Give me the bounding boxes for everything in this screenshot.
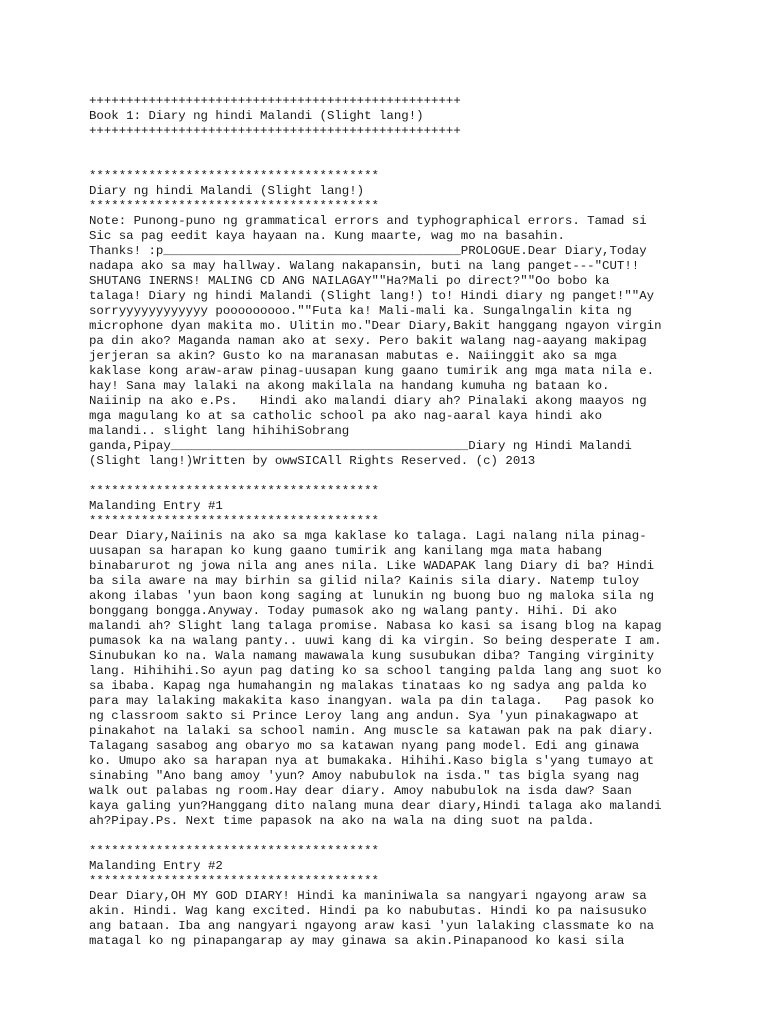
- section-body: [89, 889, 749, 949]
- text-line: sa ibaba. Kapag nga humahangin ng malakas tinataas ko ng sadya ang palda ko: [89, 679, 647, 693]
- text-line: akin. Hindi. Wag kang excited. Hindi pa ko nabubutas. Hindi ko pa naisusuko: [89, 904, 647, 918]
- text-line: ba sila aware na may birhin sa gilid nila? Kainis sila diary. Natemp tuloy: [89, 574, 640, 588]
- book-title: Book 1: Diary ng hindi Malandi (Slight lang!): [89, 109, 424, 123]
- text-line: Naiinip na ako e.Ps. Hindi ako malandi diary ah? Pinalaki akong maayos ng: [89, 394, 647, 408]
- text-line: (Slight lang!)Written by owwSICAll Rights Reserved. (c) 2013: [89, 454, 536, 468]
- text-line: bonggang bongga.Anyway. Today pumasok ako ng walang panty. Hihi. Di ako: [89, 604, 617, 618]
- text-line: ko. Umupo ako sa harapan nya at bumakaka. Hihihi.Kaso bigla s'yang tumayo at: [89, 754, 655, 768]
- text-line: Talagang sasabog ang obaryo mo sa katawan nyang pang model. Edi ang ginawa: [89, 739, 640, 753]
- text-line: talaga! Diary ng hindi Malandi (Slight lang!) to! Hindi diary ng panget!""Ay: [89, 289, 655, 303]
- text-line: Dear Diary,OH MY GOD DIARY! Hindi ka maniniwala sa nangyari ngayong araw sa: [89, 889, 647, 903]
- text-line: lang. Hihihihi.So ayun pag dating ko sa school tanging palda lang ang suot ko: [89, 664, 662, 678]
- text-line: malandi ah? Slight lang talaga promise. Nabasa ko kasi sa isang blog na kapag: [89, 619, 662, 633]
- spacer: [89, 469, 749, 484]
- text-line: Sic sa pag eedit kaya hayaan na. Kung maarte, wag mo na basahin.: [89, 229, 565, 243]
- section-heading: Malanding Entry #2: [89, 859, 223, 873]
- text-line: jerjeran sa akin? Gusto ko na maranasan mabutas e. Naiinggit ako sa mga: [89, 349, 617, 363]
- text-line: ganda,Pipay________________________________________Diary ng Hindi Malandi: [89, 439, 632, 453]
- section-rule-top: ***************************************: [89, 844, 379, 858]
- text-line: Thanks! :p________________________________________PROLOGUE.Dear Diary,Today: [89, 244, 647, 258]
- text-line: pinakahot na lalaki sa school namin. Ang muscle sa katawan pak na pak diary.: [89, 724, 655, 738]
- book-header-rule-top: ++++++++++++++++++++++++++++++++++++++++++++++++++: [89, 94, 461, 108]
- text-line: Note: Punong-puno ng grammatical errors and typhographical errors. Tamad si: [89, 214, 647, 228]
- text-line: akong ilabas 'yun baon kong saging at lunukin ng buong buo ng maloka sila ng: [89, 589, 655, 603]
- text-line: Sinubukan ko na. Wala namang mawawala kung susubukan diba? Tanging virginity: [89, 649, 655, 663]
- text-line: sinabing "Ano bang amoy 'yun? Amoy nabubulok na isda." tas bigla syang nag: [89, 769, 640, 783]
- text-line: ah?Pipay.Ps. Next time papasok na ako na wala na ding suot na palda.: [89, 814, 595, 828]
- section-entry-2: [89, 844, 749, 949]
- text-line: mga magulang ko at sa catholic school pa ako nag-aaral kaya hindi ako: [89, 409, 603, 423]
- section-heading: Diary ng hindi Malandi (Slight lang!): [89, 184, 365, 198]
- section-prologue: [89, 169, 749, 469]
- book-header-rule-bottom: ++++++++++++++++++++++++++++++++++++++++++++++++++: [89, 124, 461, 138]
- section-heading: Malanding Entry #1: [89, 499, 223, 513]
- text-line: kaya galing yun?Hanggang dito nalang muna dear diary,Hindi talaga ako malandi: [89, 799, 662, 813]
- text-line: uusapan sa harapan ko kung gaano tumirik ang kanilang mga mata habang: [89, 544, 603, 558]
- text-line: pa din ako? Maganda naman ako at sexy. Pero bakit walang nag-aayang makipag: [89, 334, 647, 348]
- section-rule-bottom: ***************************************: [89, 874, 379, 888]
- text-line: hay! Sana may lalaki na akong makilala na handang kumuha ng bataan ko.: [89, 379, 610, 393]
- section-rule-top: ***************************************: [89, 169, 379, 183]
- section-body: [89, 214, 749, 469]
- spacer: [89, 139, 749, 169]
- text-line: microphone dyan makita mo. Ulitin mo."Dear Diary,Bakit hanggang ngayon virgin: [89, 319, 662, 333]
- section-rule-bottom: ***************************************: [89, 514, 379, 528]
- text-line: Dear Diary,Naiinis na ako sa mga kaklase ko talaga. Lagi nalang nila pinag-: [89, 529, 647, 543]
- section-rule-top: ***************************************: [89, 484, 379, 498]
- text-line: malandi.. slight lang hihihiSobrang: [89, 424, 350, 438]
- section-entry-1: [89, 484, 749, 829]
- text-line: para may lalaking makakita kaso inangyan. wala pa din talaga. Pag pasok ko: [89, 694, 655, 708]
- spacer: [89, 829, 749, 844]
- text-line: ang bataan. Iba ang nangyari ngayong araw kasi 'yun lalaking classmate ko na: [89, 919, 655, 933]
- text-line: walk out palabas ng room.Hay dear diary. Amoy nabubulok na isda daw? Saan: [89, 784, 632, 798]
- text-line: nadapa ako sa may hallway. Walang nakapansin, buti na lang panget---"CUT!!: [89, 259, 640, 273]
- document-page: [89, 94, 749, 949]
- text-line: ng classroom sakto si Prince Leroy lang ang andun. Sya 'yun pinakagwapo at: [89, 709, 640, 723]
- text-line: binabarurot ng jowa nila ang anes nila. Like WADAPAK lang Diary di ba? Hindi: [89, 559, 655, 573]
- text-line: sorryyyyyyyyyyyy pooooooooo.""Futa ka! Mali-mali ka. Sungalngalin kita ng: [89, 304, 632, 318]
- text-line: pumasok ka na walang panty.. uuwi kang di ka virgin. So being desperate I am.: [89, 634, 662, 648]
- book-header: [89, 94, 749, 139]
- text-line: kaklase kong araw-araw pinag-uusapan kung gaano tumirik ang mga mata nila e.: [89, 364, 655, 378]
- text-line: matagal ko ng pinapangarap ay may ginawa sa akin.Pinapanood ko kasi sila: [89, 934, 625, 948]
- text-line: SHUTANG INERNS! MALING CD ANG NAILAGAY""Ha?Mali po direct?""Oo bobo ka: [89, 274, 610, 288]
- section-body: [89, 529, 749, 829]
- section-rule-bottom: ***************************************: [89, 199, 379, 213]
